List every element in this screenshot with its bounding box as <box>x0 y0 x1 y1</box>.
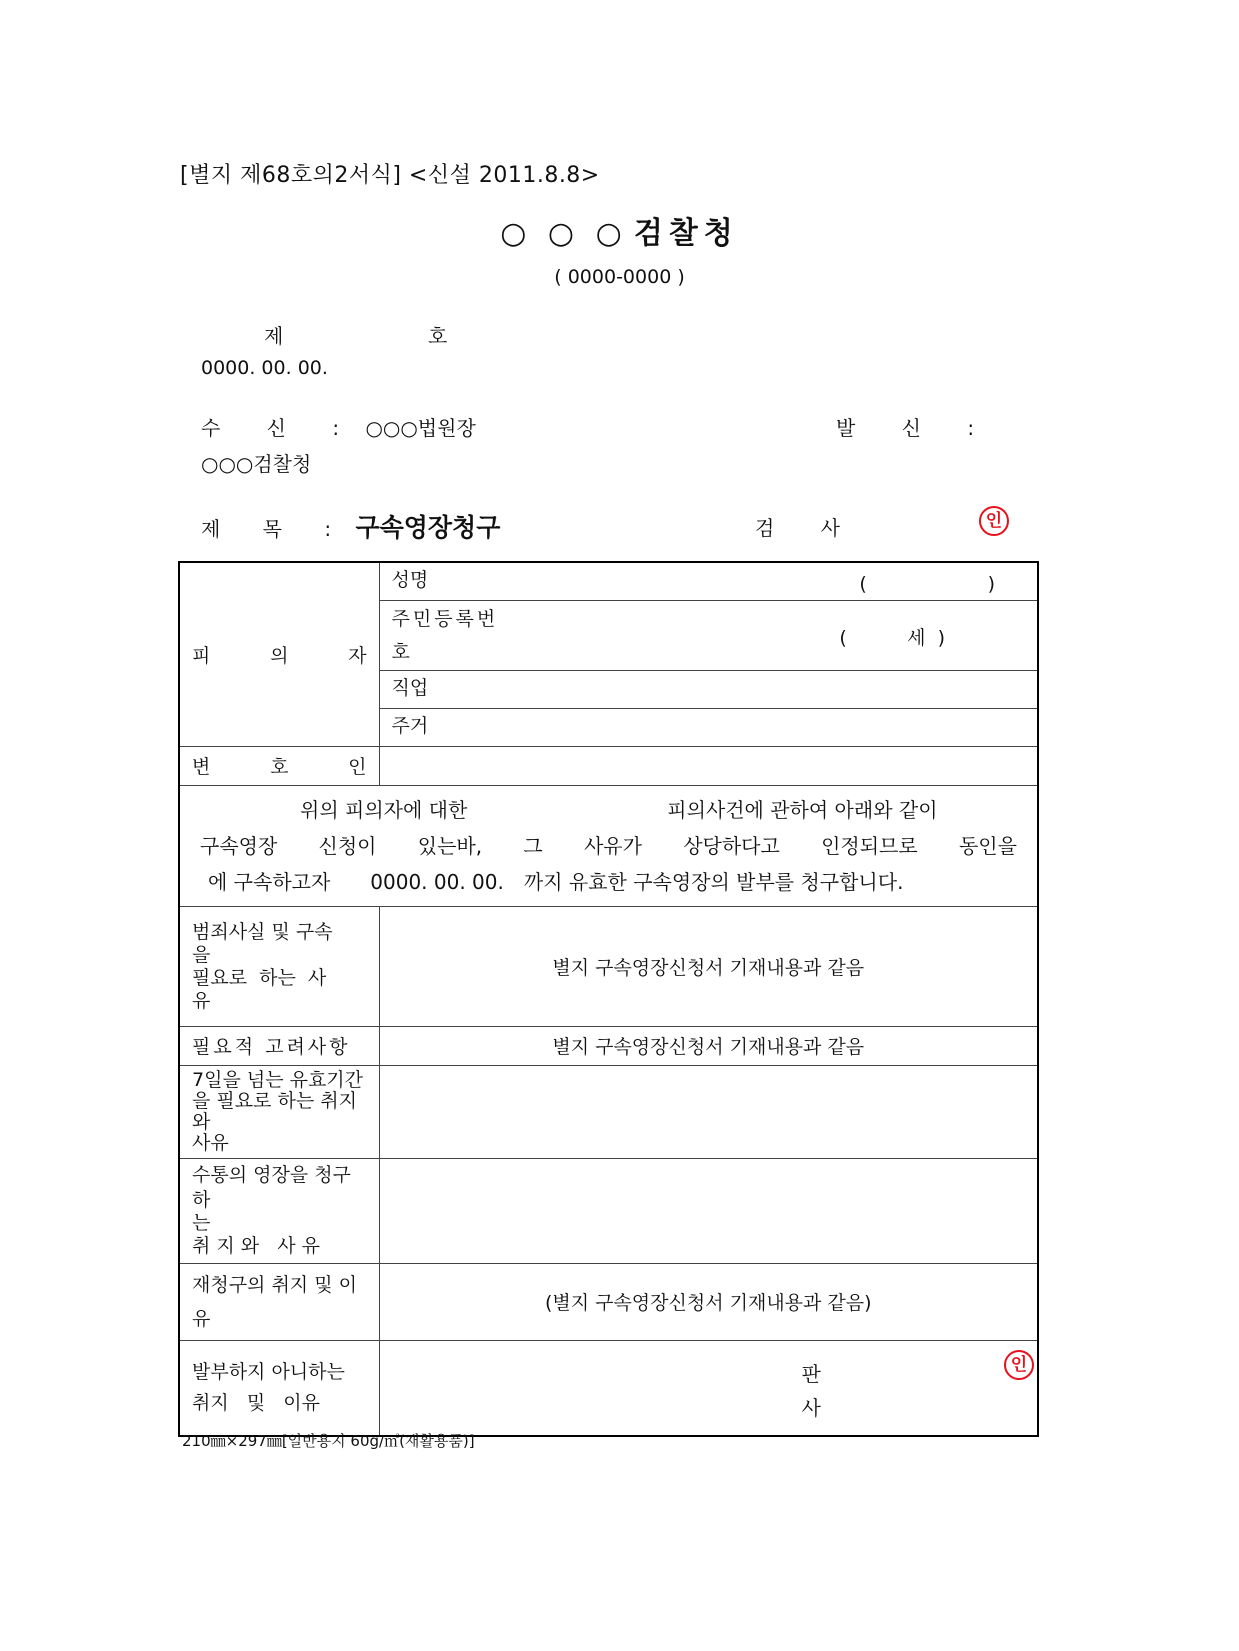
paragraph-line3-b: 까지 유효한 구속영장의 발부를 청구합니다. <box>523 869 904 894</box>
label-char: 인 <box>348 756 367 778</box>
prosecutor-seal-icon: 인 <box>979 506 1009 536</box>
paragraph-word: 상당하다고 <box>683 833 780 858</box>
paragraph-line1-b: 피의사건에 관하여 아래와 같이 <box>667 797 938 822</box>
label-char: 의 <box>270 644 289 667</box>
subject-line <box>201 508 500 544</box>
label-char: 피 <box>192 644 211 667</box>
row-label-line: 발부하지 아니하는 <box>192 1360 345 1383</box>
field-resident-number[interactable] <box>379 600 1038 670</box>
row-label-line: 유 <box>192 990 211 1012</box>
row-label-line: 유 <box>192 1307 211 1330</box>
paragraph-word: 사유가 <box>583 833 642 858</box>
office-phone: ( 0000-0000 ) <box>554 266 685 288</box>
lawyer-value[interactable] <box>379 746 1038 785</box>
recipient-value: ○○○법원장 <box>365 416 476 440</box>
recipient-label: 수 신 : <box>201 416 360 440</box>
row-label-re-request <box>179 1263 379 1340</box>
row-label-multiple-warrants <box>179 1158 379 1263</box>
row-label-line: 재청구의 취지 및 이 <box>192 1273 357 1296</box>
doc-date: 0000. 00. 00. <box>201 357 328 379</box>
row-label-crime-facts <box>179 906 379 1026</box>
row-label-line: 을 필요로 하는 취지와 <box>192 1089 357 1133</box>
row-label-not-issued <box>179 1340 379 1436</box>
field-occupation[interactable] <box>379 670 1038 708</box>
label-char: 변 <box>192 756 211 778</box>
row-label-line: 수통의 영장을 청구하 <box>192 1163 351 1211</box>
sender-label <box>836 412 994 441</box>
paragraph-word: 구속영장 <box>200 833 278 858</box>
judge-label-line2: 사 <box>801 1395 821 1420</box>
office-placeholder: ○ ○ ○ <box>500 216 628 251</box>
field-resident-label-2: 호 <box>391 640 410 663</box>
field-age-value: ( 세 ) <box>839 626 945 649</box>
request-paragraph <box>179 785 1038 906</box>
sender-value: ○○○검찰청 <box>201 452 312 476</box>
paragraph-word: 인정되므로 <box>821 833 918 858</box>
judge-seal-icon: 인 <box>1004 1350 1034 1380</box>
suspect-label <box>192 641 367 668</box>
paragraph-word: 신청이 <box>318 833 377 858</box>
row-label-line: 취지 및 이유 <box>192 1391 321 1414</box>
paper-spec-footer: 210㎜×297㎜[일반용지 60g/㎡(재활용품)] <box>182 1432 475 1450</box>
recipient-line <box>201 412 476 441</box>
judge-label-line1: 판 <box>801 1361 821 1386</box>
row-value-multiple-warrants[interactable] <box>379 1158 1038 1263</box>
paragraph-line1-a: 위의 피의자에 대한 <box>300 797 468 822</box>
paragraph-line3-a: 에 구속하고자 <box>208 869 331 894</box>
prosecutor-label: 검 사 <box>755 516 860 540</box>
row-label-line: 취 지 와 사 유 <box>192 1234 321 1257</box>
paragraph-line2 <box>200 828 1017 864</box>
office-title <box>0 208 1239 252</box>
row-label-line: 필요적 고려사항 <box>192 1036 351 1058</box>
suspect-label-cell <box>179 562 379 746</box>
field-address-label: 주거 <box>391 714 429 737</box>
paragraph-line3-date: 0000. 00. 00. <box>370 869 504 894</box>
row-label-line: 범죄사실 및 구속 <box>192 921 333 943</box>
lawyer-label <box>192 752 367 779</box>
field-name-label: 성명 <box>391 569 429 591</box>
doc-number-label: 제 <box>264 324 284 348</box>
row-label-considerations <box>179 1026 379 1065</box>
lawyer-label-cell <box>179 746 379 785</box>
label-char: 호 <box>270 756 289 778</box>
paragraph-word: 그 <box>523 833 543 858</box>
row-value-validity[interactable] <box>379 1065 1038 1158</box>
paragraph-word: 동인을 <box>958 833 1017 858</box>
row-label-line: 필요로 하는 사 <box>192 967 327 989</box>
row-value-re-request[interactable]: (별지 구속영장신청서 기재내용과 같음) <box>379 1263 1038 1340</box>
label-char: 자 <box>348 644 367 667</box>
form-identifier: [별지 제68호의2서식] <신설 2011.8.8> <box>180 163 600 188</box>
row-label-line: 사유 <box>192 1131 229 1154</box>
row-value-considerations[interactable]: 별지 구속영장신청서 기재내용과 같음 <box>379 1026 1038 1065</box>
subject-value: 구속영장청구 <box>355 513 501 542</box>
field-resident-label-1: 주민등록번 <box>391 607 499 630</box>
doc-number-suffix: 호 <box>428 324 448 348</box>
paragraph-word: 있는바, <box>417 833 483 858</box>
subject-label: 제 목 : <box>201 517 350 541</box>
row-label-line: 는 <box>192 1211 211 1234</box>
field-name[interactable] <box>379 562 1038 600</box>
row-label-validity <box>179 1065 379 1158</box>
warrant-request-table <box>178 561 1039 1437</box>
field-occupation-label: 직업 <box>391 676 429 699</box>
row-value-crime-facts[interactable]: 별지 구속영장신청서 기재내용과 같음 <box>379 906 1038 1026</box>
sender-label-text: 발 신 : <box>836 416 995 440</box>
row-value-not-issued[interactable] <box>379 1340 1038 1436</box>
office-name: 검찰청 <box>633 216 739 251</box>
row-label-line: 을 <box>192 944 211 966</box>
row-label-line: 7일을 넘는 유효기간 <box>192 1068 363 1091</box>
field-name-value: ( ) <box>859 573 995 595</box>
field-address[interactable] <box>379 708 1038 746</box>
judge-label <box>802 1357 821 1425</box>
